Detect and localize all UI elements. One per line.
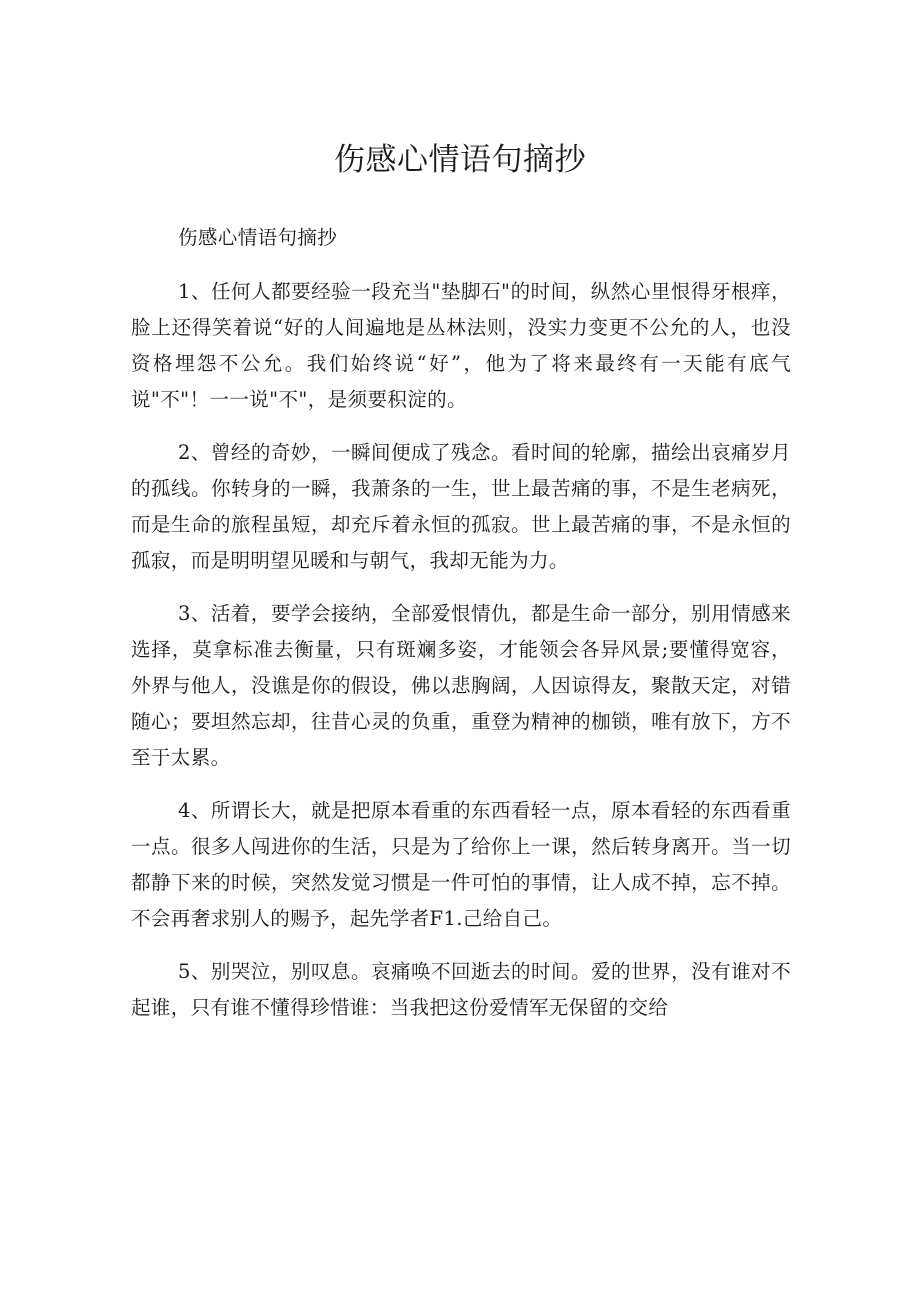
paragraph-2: 2、曾经的奇妙，一瞬间便成了残念。看时间的轮廓，描绘出哀痛岁月的孤线。你转身的一瞬，我萧条的一生，世上最苦痛的事，不是生老病死，而是生命的旅程虽短，却充斥着永恒的孤寂。世上最苦痛的事，不是永恒的孤寂，而是明明望见暖和与朝气，我却无能为力。 <box>131 441 791 572</box>
paragraph-4: 4、所谓长大，就是把原本看重的东西看轻一点，原本看轻的东西看重一点。很多人闯进你的生活，只是为了给你上一课，然后转身离开。当一切都静下来的时候，突然发觉习惯是一件可怕的事情，让人成不掉，忘不掉。不会再奢求别人的赐予，起先学者F1.己给自己。 <box>131 799 791 930</box>
paragraph-5: 5、别哭泣，别叹息。哀痛唤不回逝去的时间。爱的世界，没有谁对不起谁，只有谁不懂得珍惜谁：当我把这份爱情军无保留的交给 <box>131 960 791 1019</box>
document-body <box>131 220 791 1043</box>
document-title: 伤感心情语句摘抄 <box>334 142 586 178</box>
paragraph-1: 1、任何人都要经验一段充当"垫脚石"的时间，纵然心里恨得牙根痒，脸上还得笑着说“好的人间遍地是丛林法则，没实力变更不公允的人，也没资格埋怨不公允。我们始终说“好”，他为了将来最终有一天能有底气说"不"！一一说"不"，是须要积淀的。 <box>131 280 791 411</box>
document-subtitle: 伤感心情语句摘抄 <box>178 226 338 249</box>
paragraph-3: 3、活着，要学会接纳，全部爱恨情仇，都是生命一部分，别用情感来选择，莫拿标准去衡量，只有斑斓多姿，才能领会各异风景;要懂得宽容，外界与他人，没谯是你的假设，佛以悲胸阔，人因谅得友，聚散天定，对错随心；要坦然忘却，往昔心灵的负重，重登为精神的枷锁，唯有放下，方不至于太累。 <box>131 602 791 769</box>
